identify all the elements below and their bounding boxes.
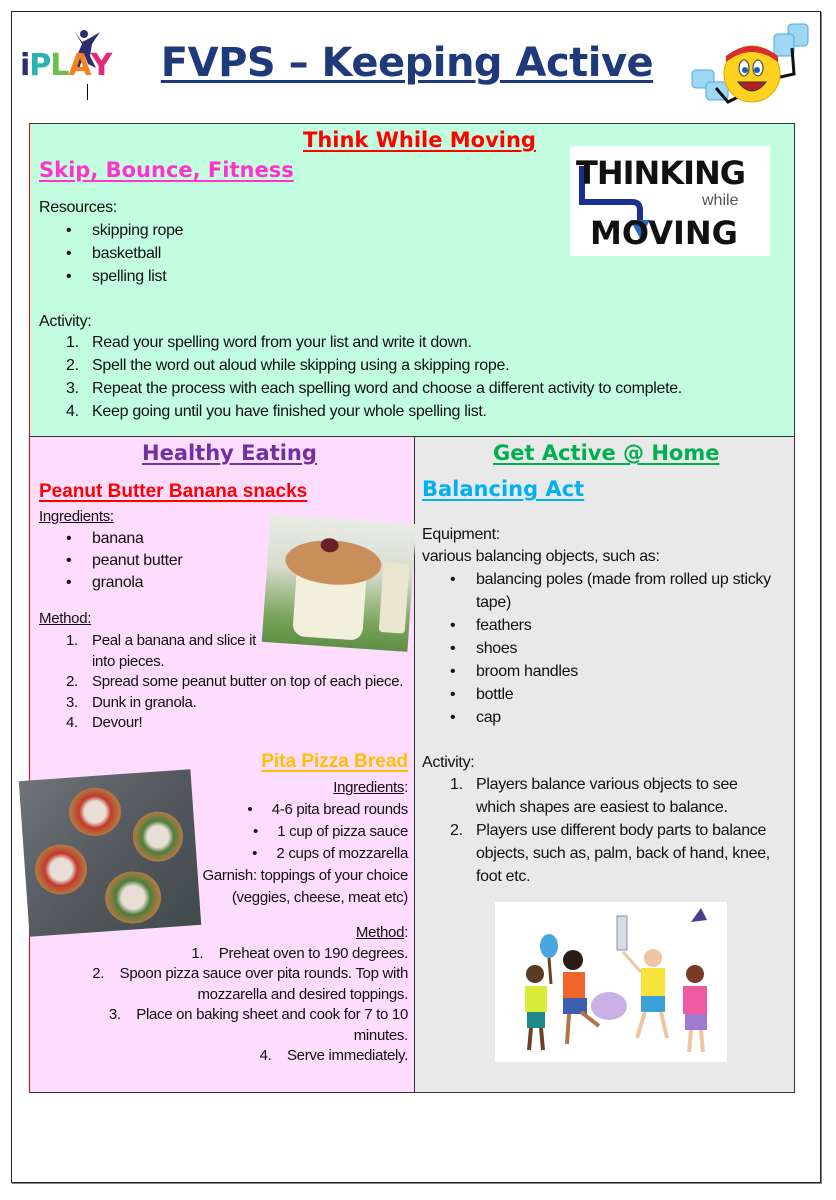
list-item: • 2 cups of mozzarella [252,845,408,862]
logo-letter: i [20,48,30,83]
list-item: • feathers [450,617,532,634]
children-balancing-illustration [495,902,727,1062]
equipment-intro: various balancing objects, such as: [422,548,660,565]
list-item: • balancing poles (made from rolled up sticky tape) [450,571,771,611]
logo-letter: Y [90,48,112,83]
list-item: • spelling list [66,268,167,285]
recipe-title-peanut-butter: Peanut Butter Banana snacks [39,481,308,502]
resources-list [66,219,184,288]
list-item: 4. Serve immediately. [259,1047,408,1064]
list-item: • basketball [66,245,162,262]
method-label: Method [355,924,405,941]
activity-title-balancing-act: Balancing Act [422,477,585,501]
list-item: 4. Devour! [66,714,143,731]
activity-steps [66,331,682,423]
garnish-line: (veggies, cheese, meat etc) [231,889,408,906]
think-while-moving-section [30,124,794,437]
list-item: 1. Preheat oven to 190 degrees. [191,944,408,962]
list-item: • broom handles [450,663,578,680]
smiley-lifting-weights-icon [688,18,813,113]
text-cursor [87,84,88,100]
ingredients-list [66,528,183,594]
equipment-list [450,568,771,729]
logo-line-while: while [702,192,739,209]
logo-letter: A [68,48,91,83]
page-title: FVPS – Keeping Active [160,40,654,86]
logo-text [20,48,111,83]
section-title-healthy-eating: Healthy Eating [142,441,317,465]
activity-label: Activity: [422,754,475,771]
pita-ingredients-block: Ingredients: • 4-6 pita bread rounds • 1 cup of pizza sauce • 2 cups of mozzarella Garnish: toppings of your choice (veggies, cheese, meat etc) [202,777,408,909]
list-item: • shoes [450,640,518,657]
list-item: 1. Read your spelling word from your list and write it down. [66,334,472,351]
list-item: 3. Dunk in granola. [66,693,197,711]
section-title-get-active: Get Active @ Home [493,441,720,465]
list-item: 2. Spell the word out aloud while skipping using a skipping rope. [66,357,510,374]
list-item: • skipping rope [66,222,184,239]
list-item-continuation: mozzarella and desired toppings. [197,985,408,1003]
list-item: • banana [66,530,144,547]
logo-letter: L [50,48,69,83]
list-item: 4. Keep going until you have finished your whole spelling list. [66,403,487,420]
get-active-section [415,437,794,1092]
list-item: • 4-6 pita bread rounds [247,801,408,818]
list-item: • granola [66,574,144,591]
list-item: 3. Place on baking sheet and cook for 7 to 10 [108,1006,408,1023]
list-item: • bottle [450,686,514,703]
peanut-butter-banana-photo [262,514,417,652]
section-title-think-while-moving: Think While Moving [303,128,536,152]
iplay-logo [20,32,135,104]
list-item-continuation: minutes. [353,1026,408,1044]
logo-letter: P [29,48,51,83]
list-item: • cap [450,709,501,726]
list-item: 1. Players balance various objects to see which shapes are easiest to balance. [450,776,738,816]
healthy-eating-section [30,437,415,1092]
activity-label: Activity: [39,313,92,330]
logo-line-moving: MOVING [590,214,738,252]
ingredients-label: Ingredients [333,779,405,796]
content-grid [29,123,795,1093]
thinking-while-moving-logo [570,146,770,256]
list-item: 2. Spread some peanut butter on top of each piece. [66,673,404,690]
resources-label: Resources: [39,199,117,216]
list-item: 2. Spoon pizza sauce over pita rounds. Top with [92,965,408,982]
activity-steps [450,773,770,888]
method-label: Method: [39,610,92,627]
ingredients-label: Ingredients: [39,508,114,525]
equipment-label: Equipment: [422,526,500,543]
list-item: 3. Repeat the process with each spelling word and choose a different activity to complete. [66,380,682,397]
list-item: • peanut butter [66,552,183,569]
pita-method-block: Method: 1. Preheat oven to 190 degrees. 2. Spoon pizza sauce over pita rounds. Top with mozzarella and desired toppings. 3. Place on baking sheet and cook for 7 to 10 minutes. 4. Serve immediately. [92,923,408,1067]
recipe-title-pita-pizza: Pita Pizza Bread [261,751,408,772]
logo-line-thinking: THINKING [576,154,746,192]
list-item: • 1 cup of pizza sauce [252,823,408,840]
list-item: 2. Players use different body parts to balance objects, such as, palm, back of hand, knee, foot etc. [450,822,770,885]
list-item: 1. Peal a banana and slice it into pieces. [66,632,256,670]
pita-pizza-photo [19,769,201,937]
activity-title-skip-bounce: Skip, Bounce, Fitness [39,158,294,182]
garnish-line: Garnish: toppings of your choice [202,867,408,884]
